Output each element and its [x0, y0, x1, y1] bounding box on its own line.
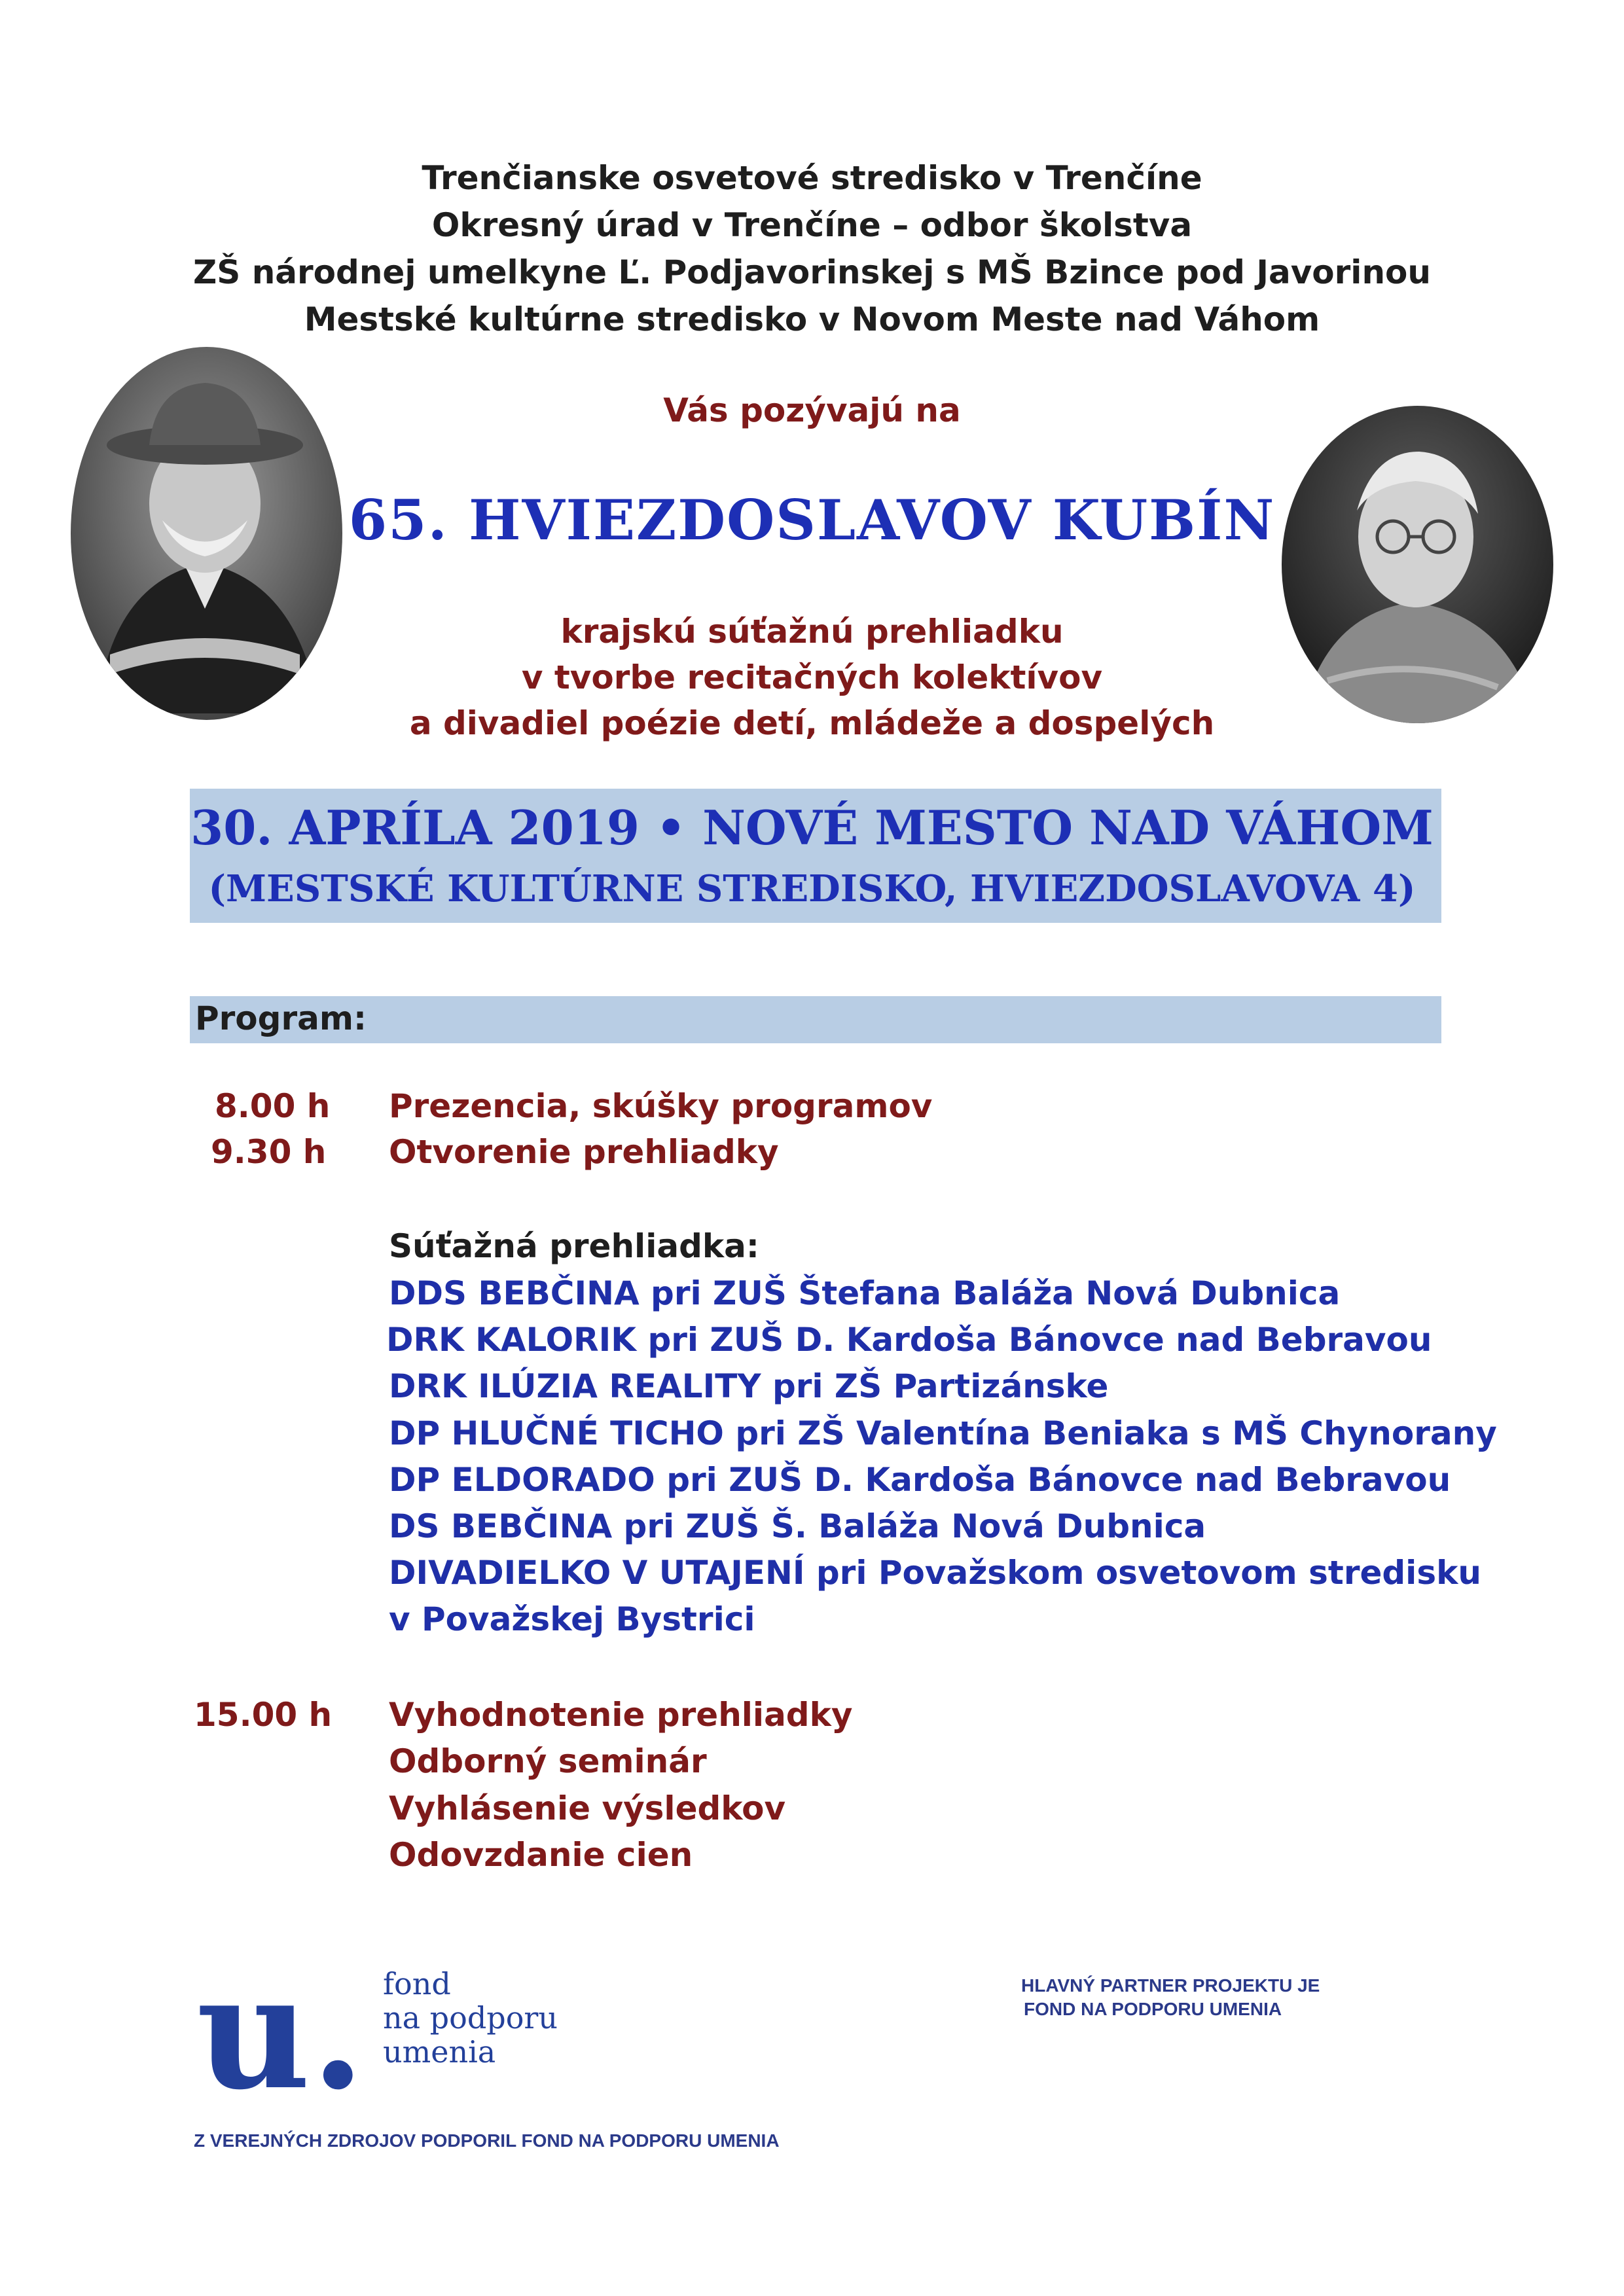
time-3: 15.00 h: [194, 1696, 333, 1734]
organizer-line-1: Trenčianske osvetové stredisko v Trenčíne: [422, 159, 1202, 197]
time-2: 9.30 h: [211, 1133, 327, 1171]
program-label: Program:: [195, 999, 367, 1037]
program-band: [190, 996, 1441, 1043]
partner-note-line-2: FOND NA PODPORU UMENIA: [1024, 1999, 1282, 2019]
partner-note-line-1: HLAVNÝ PARTNER PROJEKTU JE: [1021, 1975, 1320, 1996]
subtitle-line-2: v tvorbe recitačných kolektívov: [521, 658, 1103, 696]
ensemble-7-cont: v Považskej Bystrici: [389, 1600, 755, 1638]
date-place: 30. APRÍLA 2019 • NOVÉ MESTO NAD VÁHOM: [190, 800, 1434, 855]
subtitle-line-3: a divadiel poézie detí, mládeže a dospelých: [409, 704, 1215, 742]
competition-label: Súťažná prehliadka:: [389, 1227, 759, 1265]
subtitle-line-1: krajskú súťažnú prehliadku: [560, 613, 1064, 651]
ensemble-7: DIVADIELKO V UTAJENÍ pri Považskom osvetovom stredisku: [389, 1554, 1481, 1592]
logo-line-3: umenia: [383, 2034, 496, 2070]
program-item-1: Prezencia, skúšky programov: [389, 1087, 933, 1125]
program-item-2: Otvorenie prehliadky: [389, 1133, 779, 1171]
closing-item-2: Odborný seminár: [389, 1742, 707, 1780]
ensemble-5: DP ELDORADO pri ZUŠ D. Kardoša Bánovce nad Bebravou: [389, 1461, 1451, 1499]
event-title: 65. HVIEZDOSLAVOV KUBÍN: [348, 488, 1276, 552]
closing-item-4: Odovzdanie cien: [389, 1836, 693, 1874]
time-1: 8.00 h: [215, 1087, 331, 1125]
logo-line-1: fond: [383, 1966, 451, 2001]
organizer-line-4: Mestské kultúrne stredisko v Novom Meste nad Váhom: [304, 300, 1320, 338]
closing-item-3: Vyhlásenie výsledkov: [389, 1789, 786, 1827]
closing-item-1: Vyhodnotenie prehliadky: [389, 1696, 853, 1734]
logo-line-2: na podporu: [383, 2000, 558, 2036]
organizer-line-3: ZŠ národnej umelkyne Ľ. Podjavorinskej s MŠ Bzince pod Javorinou: [193, 253, 1431, 291]
subtitle-block: [0, 609, 1624, 746]
ensemble-4: DP HLUČNÉ TICHO pri ZŠ Valentína Beniaka s MŠ Chynorany: [389, 1414, 1497, 1452]
invite-text: Vás pozývajú na: [663, 391, 961, 429]
ensemble-2: DRK KALORIK pri ZUŠ D. Kardoša Bánovce nad Bebravou: [386, 1321, 1432, 1359]
ensemble-1: DDS BEBČINA pri ZUŠ Štefana Baláža Nová Dubnica: [389, 1274, 1341, 1312]
funding-note: Z VEREJNÝCH ZDROJOV PODPORIL FOND NA PODPORU UMENIA: [194, 2130, 780, 2151]
logo-mark: u.: [196, 1940, 366, 2125]
organizer-line-2: Okresný úrad v Trenčíne – odbor školstva: [431, 206, 1193, 244]
ensemble-3: DRK ILÚZIA REALITY pri ZŠ Partizánske: [389, 1367, 1109, 1405]
ensemble-6: DS BEBČINA pri ZUŠ Š. Baláža Nová Dubnica: [389, 1507, 1206, 1545]
logo-text: [383, 1967, 558, 2069]
venue: (MESTSKÉ KULTÚRNE STREDISKO, HVIEZDOSLAVOVA 4): [208, 867, 1416, 910]
